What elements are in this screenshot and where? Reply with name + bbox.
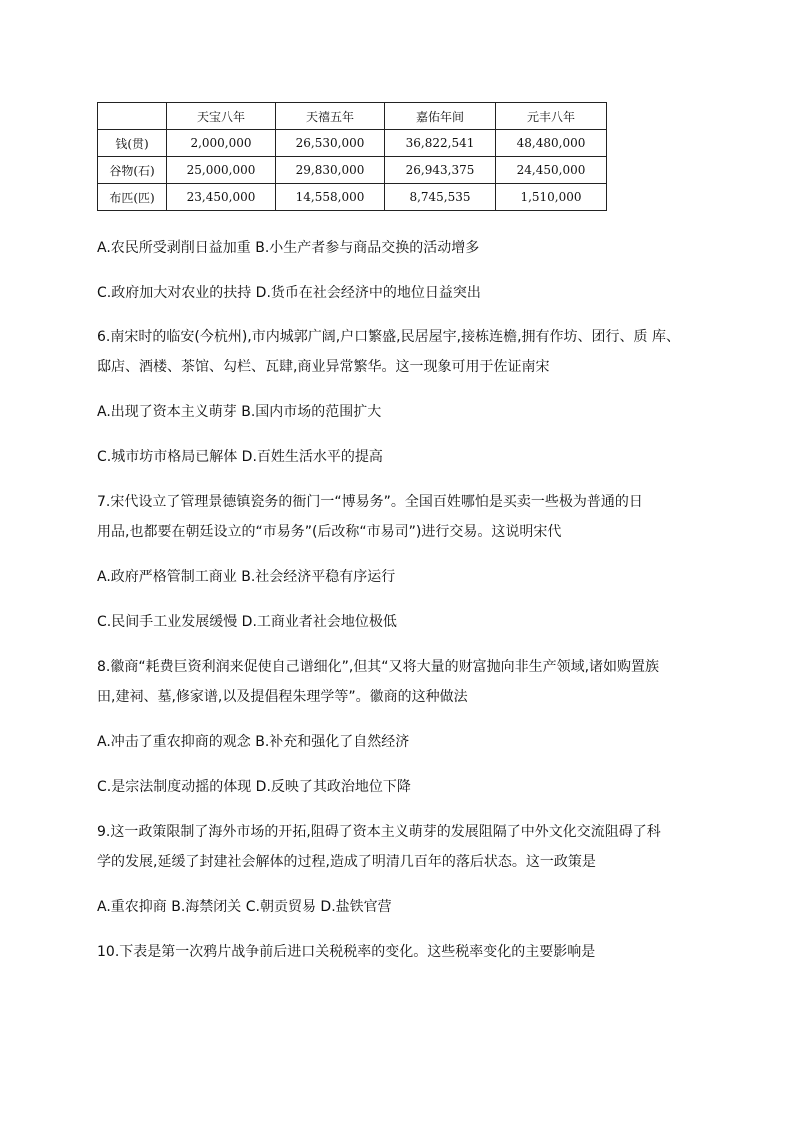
option-line: A.农民所受剥削日益加重 B.小生产者参与商品交换的活动增多 — [97, 240, 480, 256]
table-cell: 29,830,000 — [276, 157, 385, 184]
table-header-row — [98, 103, 607, 130]
table-cell: 23,450,000 — [167, 184, 276, 211]
economic-data-table — [97, 102, 607, 211]
table-cell: 2,000,000 — [167, 130, 276, 157]
question-text: 田,建祠、墓,修家谱,以及提倡程朱理学等”。徽商的这种做法 — [97, 689, 468, 705]
column-header: 天宝八年 — [167, 103, 276, 130]
column-header: 元丰八年 — [496, 103, 607, 130]
option-line: A.出现了资本主义萌芽 B.国内市场的范围扩大 — [97, 404, 382, 420]
table-cell: 36,822,541 — [385, 130, 496, 157]
row-header: 谷物(石) — [98, 157, 167, 184]
row-header: 钱(贯) — [98, 130, 167, 157]
table-row — [98, 157, 607, 184]
table-cell: 14,558,000 — [276, 184, 385, 211]
column-header: 嘉佑年间 — [385, 103, 496, 130]
question-text: 9.这一政策限制了海外市场的开拓,阻碍了资本主义萌芽的发展阻隔了中外文化交流阻碍了科 — [97, 824, 661, 840]
option-line: C.是宗法制度动摇的体现 D.反映了其政治地位下降 — [97, 779, 411, 795]
question-text: 7.宋代设立了管理景德镇瓷务的衙门一“博易务”。全国百姓哪怕是买卖一些极为普通的日 — [97, 494, 643, 510]
table-corner-cell — [98, 103, 167, 130]
question-text: 学的发展,延缓了封建社会解体的过程,造成了明清几百年的落后状态。这一政策是 — [97, 854, 596, 870]
table-cell: 26,530,000 — [276, 130, 385, 157]
option-line: C.民间手工业发展缓慢 D.工商业者社会地位极低 — [97, 614, 397, 630]
table-cell: 8,745,535 — [385, 184, 496, 211]
table-row — [98, 130, 607, 157]
question-text: 6.南宋时的临安(今杭州),市内城郭广阔,户口繁盛,民居屋宇,接栋连檐,拥有作坊、团行、质 库、 — [97, 329, 680, 345]
row-header: 布匹(匹) — [98, 184, 167, 211]
table-cell: 48,480,000 — [496, 130, 607, 157]
question-text: 用品,也都要在朝廷设立的“市易务”(后改称“市易司”)进行交易。这说明宋代 — [97, 524, 562, 540]
question-text: 8.徽商“耗费巨资利润来促使自己谱细化”,但其“又将大量的财富抛向非生产领域,诸如购置族 — [97, 659, 660, 675]
table-row — [98, 184, 607, 211]
table-cell: 1,510,000 — [496, 184, 607, 211]
table-cell: 24,450,000 — [496, 157, 607, 184]
option-line: C.政府加大对农业的扶持 D.货币在社会经济中的地位日益突出 — [97, 285, 481, 301]
option-line: A.政府严格管制工商业 B.社会经济平稳有序运行 — [97, 569, 396, 585]
question-text: 邸店、酒楼、茶馆、勾栏、瓦肆,商业异常繁华。这一现象可用于佐证南宋 — [97, 359, 550, 375]
column-header: 天禧五年 — [276, 103, 385, 130]
table-cell: 25,000,000 — [167, 157, 276, 184]
table-cell: 26,943,375 — [385, 157, 496, 184]
option-line: C.城市坊市格局已解体 D.百姓生活水平的提高 — [97, 449, 383, 465]
option-line: A.冲击了重农抑商的观念 B.补充和强化了自然经济 — [97, 734, 410, 750]
question-text: 10.下表是第一次鸦片战争前后进口关税税率的变化。这些税率变化的主要影响是 — [97, 944, 596, 960]
option-line: A.重农抑商 B.海禁闭关 C.朝贡贸易 D.盐铁官营 — [97, 899, 392, 915]
